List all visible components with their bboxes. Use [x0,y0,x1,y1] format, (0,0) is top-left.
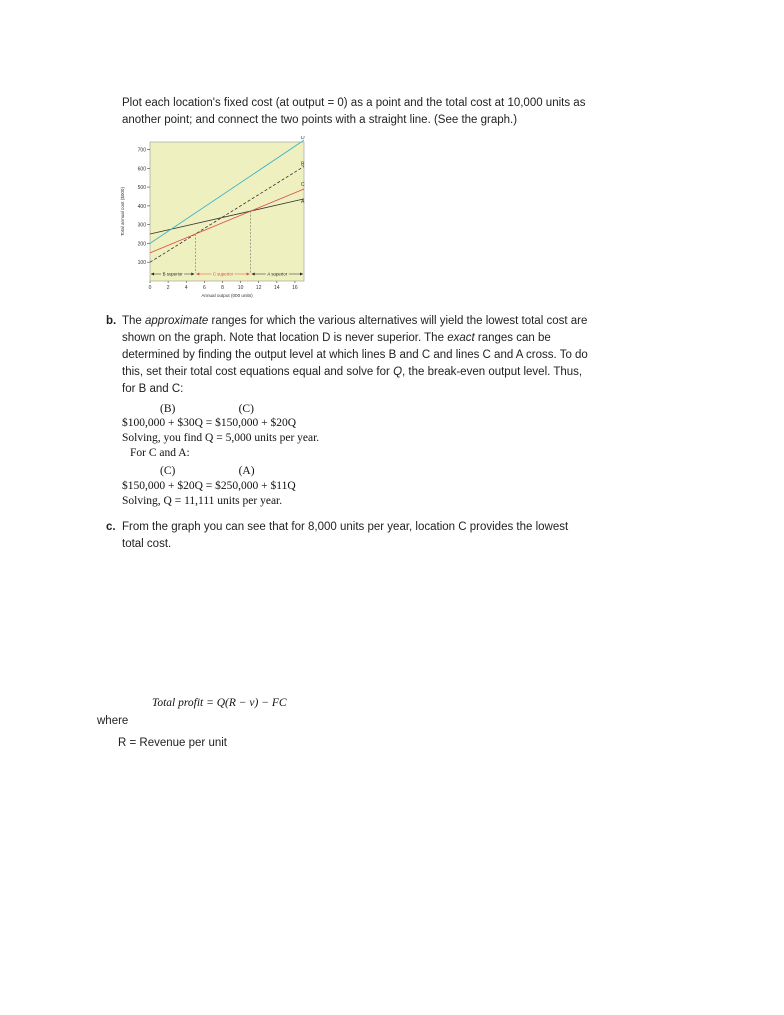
q-emphasis: Q [393,366,403,378]
series-label-a: A [301,198,305,205]
x-axis-label: Annual output (000 units) [201,293,253,298]
eq1-solution: Solving, you find Q = 5,000 units per year. [122,432,320,444]
eq1-labels: (B) (C) [160,403,254,415]
part-b-line-3: determined by finding the output level at which lines B and C and lines C and A cross. To do [122,349,588,361]
series-label-c: C [301,181,305,188]
cost-chart-svg [112,136,308,306]
x-tick-label: 0 [148,285,152,291]
part-c-line-2: total cost. [122,538,172,550]
eq2-labels: (C) (A) [160,465,255,477]
x-tick-label: 4 [184,285,188,291]
y-tick-label: 500 [137,185,146,192]
exact-emphasis: exact [447,332,475,344]
plot-background [150,142,304,281]
part-b-line-5: for B and C: [122,383,184,395]
part-b-line-4: this, set their total cost equations equal and solve for Q, the break-even output level. Thus, [122,366,583,378]
x-tick-label: 14 [274,285,280,291]
y-tick-label: 600 [137,166,146,173]
x-tick-label: 6 [202,285,206,291]
x-tick-label: 10 [237,285,244,291]
intro-line-2: another point; and connect the two points with a straight line. (See the graph.) [122,114,518,126]
series-label-d: D [301,136,305,142]
part-c-line-1: From the graph you can see that for 8,000 units per year, location C provides the lowest [122,521,569,533]
eq2: $150,000 + $20Q = $250,000 + $11Q [122,480,296,492]
where-label: where [97,715,129,727]
intro-line-1: Plot each location's fixed cost (at output = 0) as a point and the total cost at 10,000 units as [122,97,586,109]
y-tick-label: 300 [137,222,146,229]
x-tick-label: 8 [221,285,224,291]
eq2-solution: Solving, Q = 11,111 units per year. [122,495,283,507]
revenue-definition: R = Revenue per unit [118,737,227,749]
region-label: C superior [212,271,234,277]
approximate-emphasis: approximate [145,315,209,327]
y-tick-label: 700 [137,147,146,154]
cost-chart [112,136,308,306]
part-b-label: b. [106,315,117,327]
series-label-b: B [301,161,305,168]
part-c-label: c. [106,521,116,533]
part-b-line-1: The approximate ranges for which the various alternatives will yield the lowest total cost are [122,315,588,327]
y-tick-label: 100 [137,260,146,267]
x-tick-label: 12 [255,285,262,291]
for-c-and-a: For C and A: [130,447,190,459]
y-tick-label: 200 [137,241,146,248]
part-b-line-2: shown on the graph. Note that location D is never superior. The exact ranges can be [122,332,551,344]
profit-formula: Total profit = Q(R − v) − FC [152,697,287,709]
eq1: $100,000 + $30Q = $150,000 + $20Q [122,417,297,429]
y-axis-label: Total annual cost ($000) [120,186,125,237]
y-tick-label: 400 [137,203,146,210]
x-tick-label: 2 [166,285,170,291]
region-label: B superior [162,271,183,277]
region-label: A superior [267,271,288,277]
x-tick-label: 16 [292,285,298,291]
